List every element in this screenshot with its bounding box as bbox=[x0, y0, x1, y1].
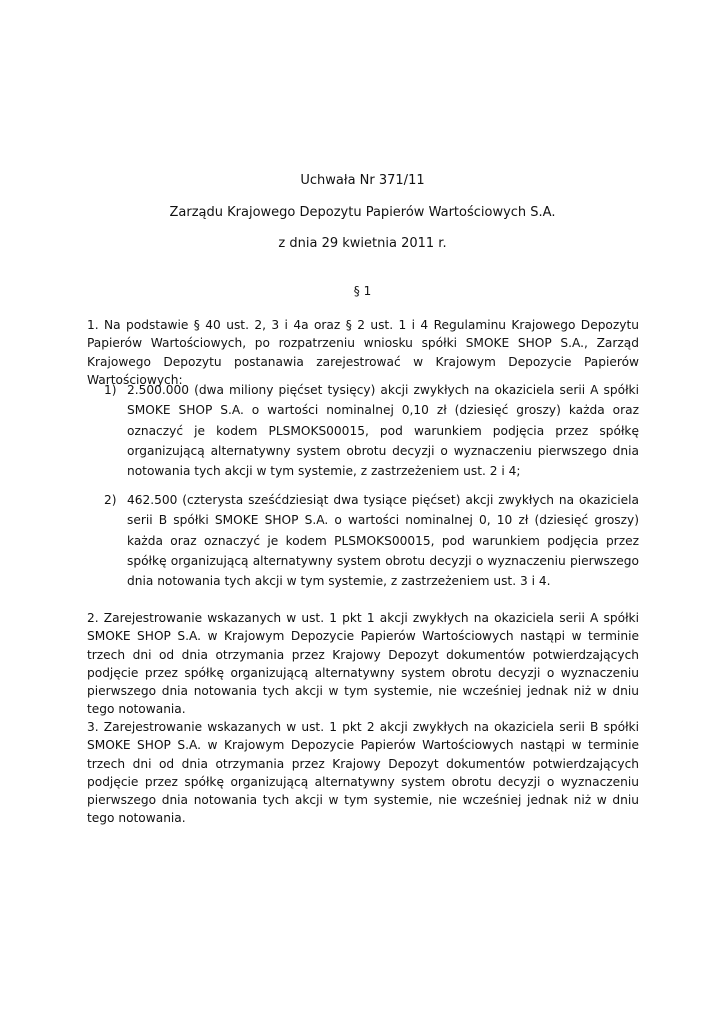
list-item-text: 462.500 (czterysta sześćdziesiąt dwa tysiące pięćset) akcji zwykłych na okaziciela serii B spółki SMOKE SHOP S.A. o wartości nominalnej 0, 10 zł (dziesięć groszy) każda oraz oznaczyć je kodem PLSMOKS00015, pod warunkiem podjęcia przez spółkę organizującą alternatywny system obrotu decyzji o wyznaczeniu pierwszego dnia notowania tych akcji w tym systemie, z zastrzeżeniem ust. 3 i 4. bbox=[127, 493, 639, 589]
paragraph-3: 3. Zarejestrowanie wskazanych w ust. 1 pkt 2 akcji zwykłych na okaziciela serii B spółki SMOKE SHOP S.A. w Krajowym Depozycie Papierów Wartościowych nastąpi w terminie trzech dni od dnia otrzymania przez Krajowy Depozyt dokumentów potwierdzających podjęcie przez spółkę organizującą alternatywny system obrotu decyzji o wyznaczeniu pierwszego dnia notowania tych akcji w tym systemie, nie wcześniej jednak niż w dniu tego notowania. bbox=[87, 720, 639, 826]
list-item-number: 1) bbox=[104, 383, 117, 397]
list-item bbox=[104, 490, 639, 591]
paragraph-2: 2. Zarejestrowanie wskazanych w ust. 1 pkt 1 akcji zwykłych na okaziciela serii A spółki SMOKE SHOP S.A. w Krajowym Depozycie Papierów Wartościowych nastąpi w terminie trzech dni od dnia otrzymania przez Krajowy Depozyt dokumentów potwierdzających podjęcie przez spółkę organizującą alternatywny system obrotu decyzji o wyznaczeniu pierwszego dnia notowania tych akcji w tym systemie, nie wcześniej jednak niż w dniu tego notowania. bbox=[87, 611, 639, 717]
date-line: z dnia 29 kwietnia 2011 r. bbox=[278, 236, 447, 251]
list-item-text: 2.500.000 (dwa miliony pięćset tysięcy) akcji zwykłych na okaziciela serii A spółki SMOKE SHOP S.A. o wartości nominalnej 0,10 zł (dziesięć groszy) każda oraz oznaczyć je kodem PLSMOKS00015, pod warunkiem podjęcia przez spółkę organizującą alternatywny system obrotu decyzji o wyznaczeniu pierwszego dnia notowania tych akcji w tym systemie, z zastrzeżeniem ust. 2 i 4; bbox=[127, 383, 639, 479]
paragraph-1: 1. Na podstawie § 40 ust. 2, 3 i 4a oraz § 2 ust. 1 i 4 Regulaminu Krajowego Depozytu Papierów Wartościowych, po rozpatrzeniu wniosku spółki SMOKE SHOP S.A., Zarząd Krajowego Depozytu postanawia zarejestrować w Krajowym Depozycie Papierów Wartościowych: bbox=[87, 318, 639, 387]
section-mark: § 1 bbox=[353, 284, 372, 298]
list-item-number: 2) bbox=[104, 493, 117, 507]
resolution-title: Uchwała Nr 371/11 bbox=[300, 173, 425, 188]
issuer-line: Zarządu Krajowego Depozytu Papierów Wartościowych S.A. bbox=[169, 205, 556, 220]
list-item bbox=[104, 380, 639, 481]
